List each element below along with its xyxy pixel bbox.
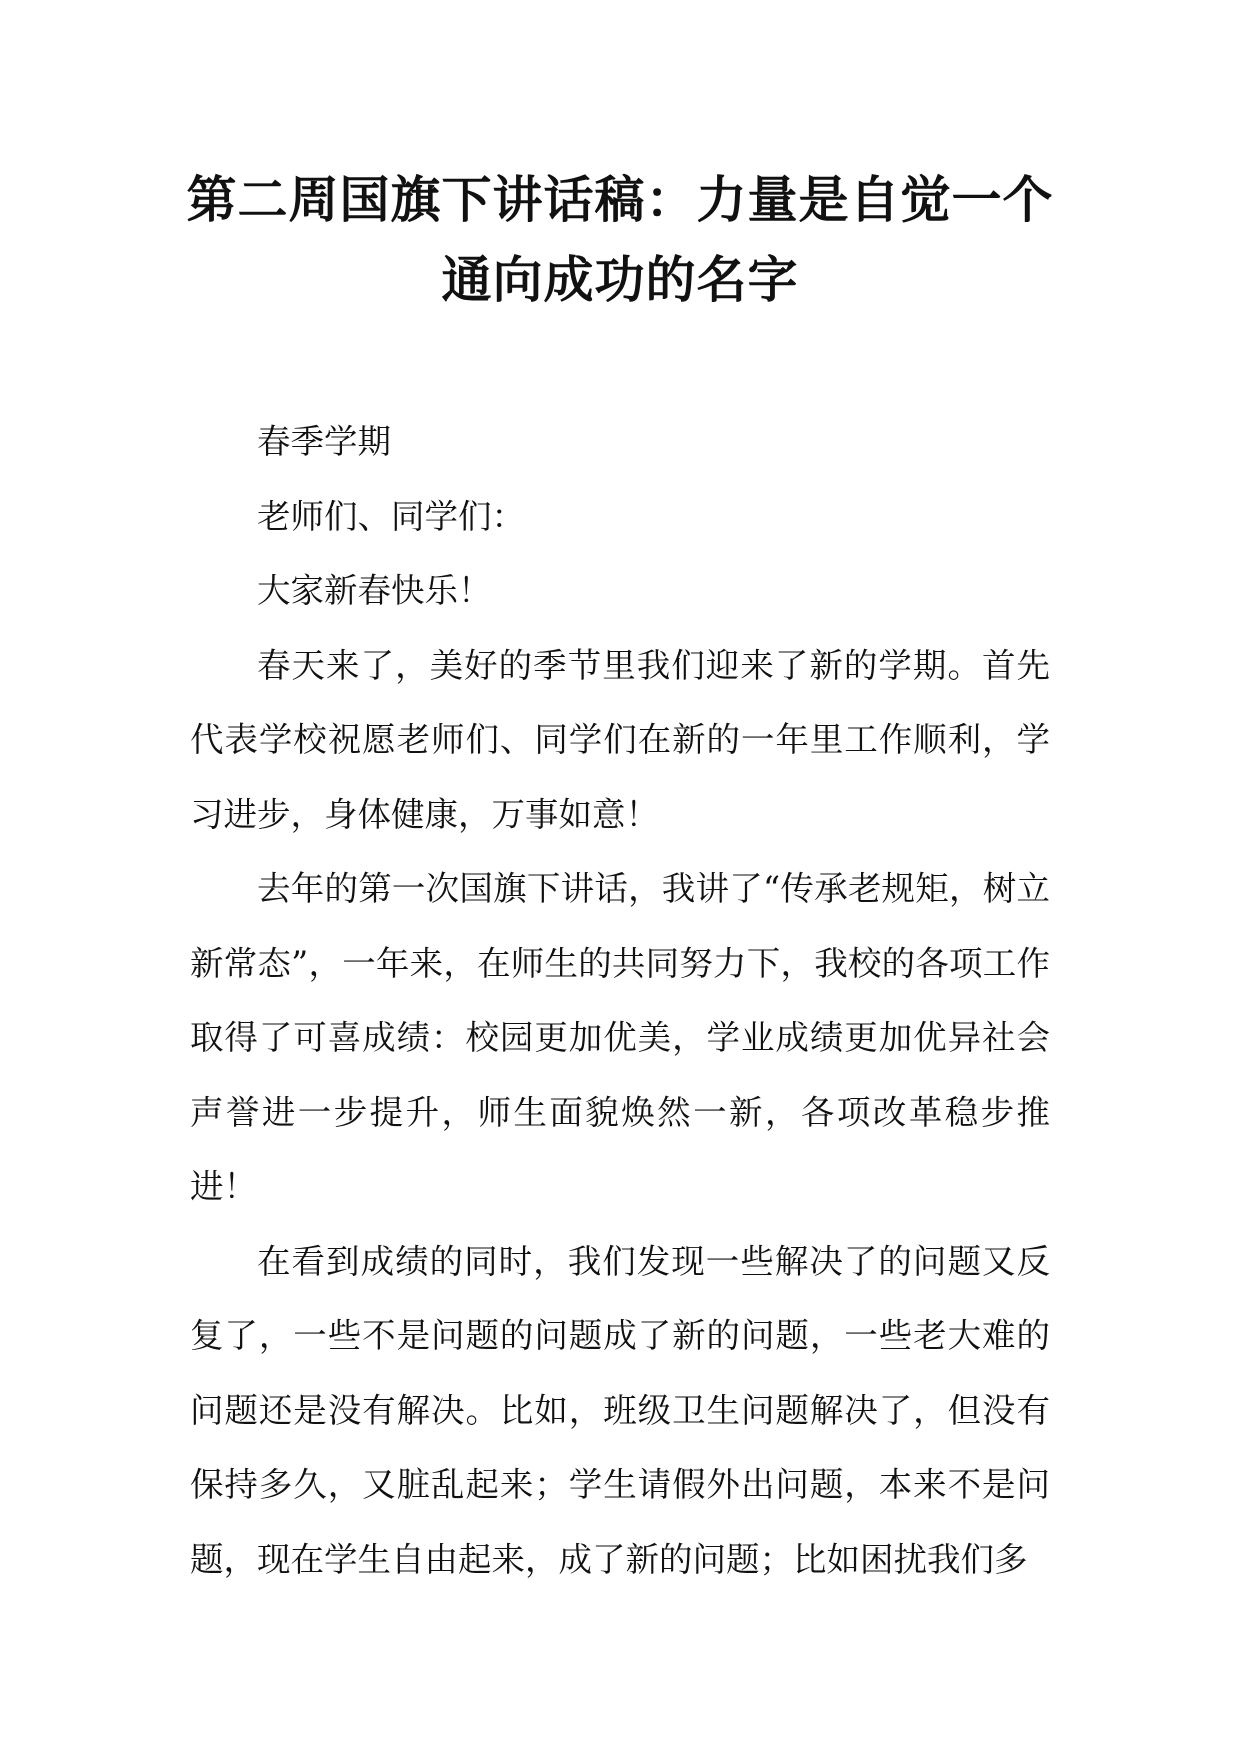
paragraph-problems: 在看到成绩的同时，我们发现一些解决了的问题又反复了，一些不是问题的问题成了新的问题，一些老大难的问题还是没有解决。比如，班级卫生问题解决了，但没有保持多久，又脏乱起来；学生请假外出问题，本来不是问题，现在学生自由起来，成了新的问题；比如困扰我们多 bbox=[190, 1241, 1050, 1579]
title-line-2: 通向成功的名字 bbox=[441, 251, 799, 309]
page-title bbox=[180, 160, 1060, 320]
paragraph-last-year: 去年的第一次国旗下讲话，我讲了“传承老规矩，树立新常态”，一年来，在师生的共同努力下，我校的各项工作取得了可喜成绩：校园更加优美，学业成绩更加优异社会声誉进一步提升，师生面貌焕然一新，各项改革稳步推进！ bbox=[190, 869, 1050, 1206]
paragraph-salutation: 老师们、同学们： bbox=[257, 496, 525, 536]
paragraph-greeting: 大家新春快乐！ bbox=[257, 571, 492, 610]
document-body bbox=[190, 405, 1050, 1597]
title-line-1: 第二周国旗下讲话稿：力量是自觉一个 bbox=[186, 171, 1054, 229]
paragraph-semester: 春季学期 bbox=[257, 422, 391, 461]
paragraph-new-term: 春天来了，美好的季节里我们迎来了新的学期。首先代表学校祝愿老师们、同学们在新的一年里工作顺利，学习进步，身体健康，万事如意！ bbox=[190, 645, 1050, 834]
